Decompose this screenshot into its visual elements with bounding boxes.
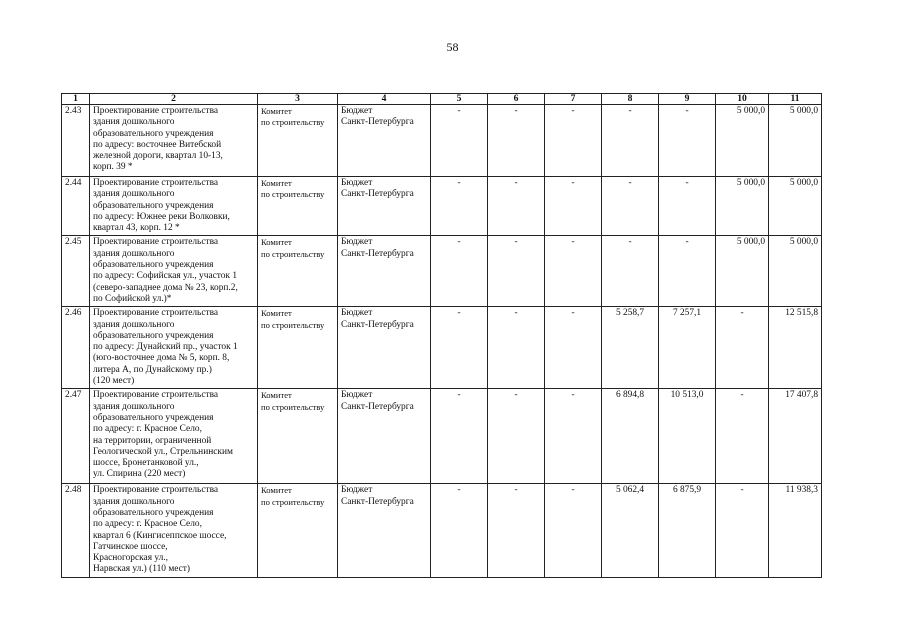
column-header: 7 [545, 94, 602, 105]
page-number: 58 [446, 40, 459, 54]
row-value-col5: - [431, 105, 488, 177]
row-value-col6: - [488, 236, 545, 307]
column-header: 4 [338, 94, 431, 105]
column-header: 6 [488, 94, 545, 105]
row-funding-source: Бюджет Санкт-Петербурга [338, 389, 431, 484]
row-description: Проектирование строительства здания дошкольного образовательного учреждения по адресу: Дунайский пр., участок 1 (юго-восточнее дома № 5, корп. 8, литера А, по Дунайскому пр.) (120 мест) [90, 307, 258, 389]
row-value-col7: - [545, 105, 602, 177]
row-executor: Комитет по строительству [258, 389, 338, 484]
row-value-col6: - [488, 389, 545, 484]
row-value-col11: 5 000,0 [769, 177, 822, 236]
row-funding-source: Бюджет Санкт-Петербурга [338, 236, 431, 307]
row-funding-source: Бюджет Санкт-Петербурга [338, 177, 431, 236]
row-description: Проектирование строительства здания дошкольного образовательного учреждения по адресу: г. Красное Село, на территории, ограниченной Геологической ул., Стрельнинским шоссе, Бронетанковой ул., ул. Спирина (220 мест) [90, 389, 258, 484]
row-description: Проектирование строительства здания дошкольного образовательного учреждения по адресу: г. Красное Село, квартал 6 (Кингисеппское шоссе, Гатчинское шоссе, Красногорская ул., Нарвская ул.) (110 мест) [90, 484, 258, 578]
table-row [62, 105, 822, 177]
row-value-col5: - [431, 236, 488, 307]
row-value-col5: - [431, 389, 488, 484]
row-value-col6: - [488, 484, 545, 578]
row-value-col8: 5 258,7 [602, 307, 659, 389]
row-value-col9: 10 513,0 [659, 389, 716, 484]
row-value-col5: - [431, 177, 488, 236]
row-executor: Комитет по строительству [258, 484, 338, 578]
row-value-col7: - [545, 236, 602, 307]
row-value-col8: - [602, 105, 659, 177]
row-value-col7: - [545, 389, 602, 484]
row-value-col9: - [659, 236, 716, 307]
row-description: Проектирование строительства здания дошкольного образовательного учреждения по адресу: Софийская ул., участок 1 (северо-западнее дома № 23, корп.2, по Софийской ул.)* [90, 236, 258, 307]
row-value-col6: - [488, 177, 545, 236]
row-funding-source: Бюджет Санкт-Петербурга [338, 105, 431, 177]
column-header: 5 [431, 94, 488, 105]
row-value-col11: 5 000,0 [769, 105, 822, 177]
row-description: Проектирование строительства здания дошкольного образовательного учреждения по адресу: восточнее Витебской железной дороги, квартал 10-13, корп. 39 * [90, 105, 258, 177]
row-value-col8: - [602, 177, 659, 236]
row-executor: Комитет по строительству [258, 105, 338, 177]
row-funding-source: Бюджет Санкт-Петербурга [338, 307, 431, 389]
row-number: 2.46 [62, 307, 90, 389]
row-number: 2.47 [62, 389, 90, 484]
row-value-col9: 7 257,1 [659, 307, 716, 389]
row-value-col10: - [716, 307, 769, 389]
table-row [62, 484, 822, 578]
row-value-col5: - [431, 484, 488, 578]
row-number: 2.44 [62, 177, 90, 236]
row-executor: Комитет по строительству [258, 177, 338, 236]
row-value-col10: 5 000,0 [716, 236, 769, 307]
row-value-col11: 12 515,8 [769, 307, 822, 389]
row-value-col10: 5 000,0 [716, 177, 769, 236]
row-value-col6: - [488, 307, 545, 389]
row-value-col5: - [431, 307, 488, 389]
column-header: 9 [659, 94, 716, 105]
row-value-col11: 5 000,0 [769, 236, 822, 307]
row-value-col9: - [659, 177, 716, 236]
table-row [62, 389, 822, 484]
table-header-row [62, 94, 822, 105]
column-header: 2 [90, 94, 258, 105]
budget-table [61, 93, 822, 578]
row-value-col10: 5 000,0 [716, 105, 769, 177]
row-value-col6: - [488, 105, 545, 177]
row-number: 2.45 [62, 236, 90, 307]
column-header: 1 [62, 94, 90, 105]
row-executor: Комитет по строительству [258, 236, 338, 307]
row-value-col9: - [659, 105, 716, 177]
row-funding-source: Бюджет Санкт-Петербурга [338, 484, 431, 578]
column-header: 3 [258, 94, 338, 105]
row-description: Проектирование строительства здания дошкольного образовательного учреждения по адресу: Южнее реки Волковки, квартал 43, корп. 12 * [90, 177, 258, 236]
row-number: 2.43 [62, 105, 90, 177]
table-row [62, 177, 822, 236]
row-value-col8: - [602, 236, 659, 307]
row-value-col8: 5 062,4 [602, 484, 659, 578]
column-header: 8 [602, 94, 659, 105]
table-row [62, 307, 822, 389]
row-value-col7: - [545, 177, 602, 236]
row-value-col11: 11 938,3 [769, 484, 822, 578]
row-value-col10: - [716, 484, 769, 578]
row-number: 2.48 [62, 484, 90, 578]
column-header: 11 [769, 94, 822, 105]
row-value-col7: - [545, 484, 602, 578]
row-value-col11: 17 407,8 [769, 389, 822, 484]
table-row [62, 236, 822, 307]
column-header: 10 [716, 94, 769, 105]
row-value-col7: - [545, 307, 602, 389]
row-value-col9: 6 875,9 [659, 484, 716, 578]
row-value-col8: 6 894,8 [602, 389, 659, 484]
row-value-col10: - [716, 389, 769, 484]
row-executor: Комитет по строительству [258, 307, 338, 389]
